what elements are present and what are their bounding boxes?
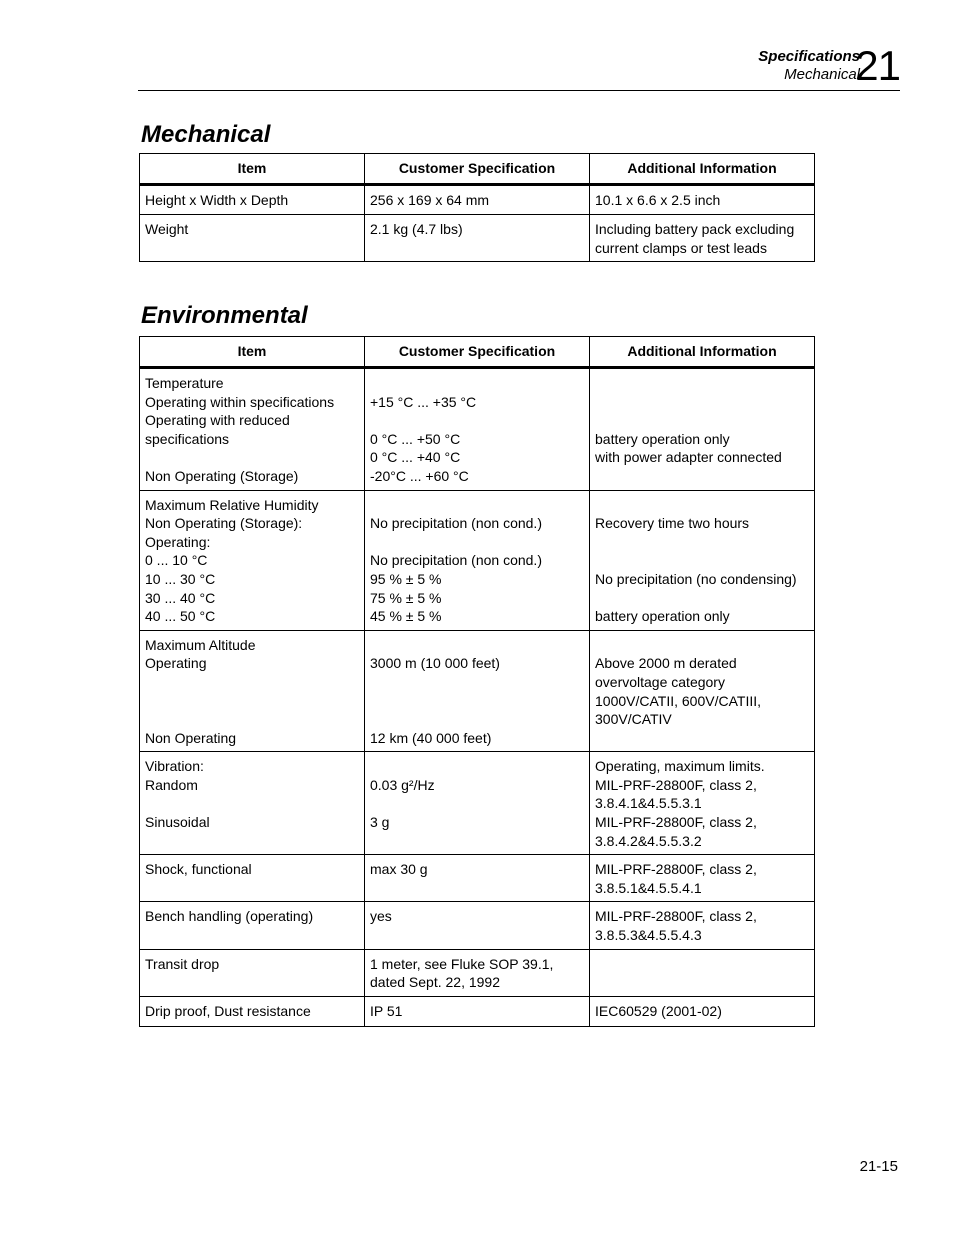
environmental-table [139,336,815,1027]
cell-additional-information: IEC60529 (2001-02) [590,996,815,1026]
cell-additional-information: Operating, maximum limits. MIL-PRF-28800F, class 2, 3.8.4.1&4.5.5.3.1 MIL-PRF-28800F, class 2, 3.8.4.2&4.5.5.3.2 [590,752,815,855]
column-header-item: Item [140,337,365,368]
cell-item: Height x Width x Depth [140,185,365,215]
cell-item: Drip proof, Dust resistance [140,996,365,1026]
column-header-item: Item [140,154,365,185]
column-header-customer-specification: Customer Specification [365,154,590,185]
cell-item: Vibration: Random Sinusoidal [140,752,365,855]
cell-item: Maximum Relative Humidity Non Operating (Storage): Operating: 0 ... 10 °C 10 ... 30 °C 30 ... 40 °C 40 ... 50 °C [140,490,365,630]
cell-customer-specification: max 30 g [365,855,590,902]
table-row [140,949,815,996]
cell-item: Temperature Operating within specifications Operating with reduced specifications Non Operating (Storage) [140,368,365,491]
cell-customer-specification: 3000 m (10 000 feet) 12 km (40 000 feet) [365,630,590,752]
cell-item: Maximum Altitude Operating Non Operating [140,630,365,752]
table-header-row [140,337,815,368]
table-row [140,630,815,752]
mechanical-heading: Mechanical [141,121,271,148]
cell-customer-specification: 2.1 kg (4.7 lbs) [365,215,590,262]
cell-item: Weight [140,215,365,262]
cell-customer-specification: 1 meter, see Fluke SOP 39.1, dated Sept. 22, 1992 [365,949,590,996]
table-row [140,490,815,630]
chapter-number: 21 [855,42,900,89]
cell-additional-information: Recovery time two hours No precipitation (no condensing) battery operation only [590,490,815,630]
cell-customer-specification: IP 51 [365,996,590,1026]
column-header-customer-specification: Customer Specification [365,337,590,368]
cell-item: Bench handling (operating) [140,902,365,949]
header-subsection: Mechanical [784,66,860,83]
cell-additional-information: MIL-PRF-28800F, class 2, 3.8.5.3&4.5.5.4.3 [590,902,815,949]
table-row [140,185,815,215]
cell-additional-information: Including battery pack excluding current clamps or test leads [590,215,815,262]
cell-customer-specification: yes [365,902,590,949]
table-row [140,368,815,491]
cell-additional-information: Above 2000 m derated overvoltage category 1000V/CATII, 600V/CATIII, 300V/CATIV [590,630,815,752]
mechanical-table [139,153,815,262]
cell-additional-information [590,949,815,996]
cell-customer-specification: 256 x 169 x 64 mm [365,185,590,215]
table-row [140,215,815,262]
cell-customer-specification: +15 °C ... +35 °C 0 °C ... +50 °C 0 °C ... +40 °C -20°C ... +60 °C [365,368,590,491]
cell-customer-specification: 0.03 g²/Hz 3 g [365,752,590,855]
column-header-additional-information: Additional Information [590,154,815,185]
page-header [138,44,900,91]
header-labels [758,48,860,84]
cell-additional-information: 10.1 x 6.6 x 2.5 inch [590,185,815,215]
cell-item: Shock, functional [140,855,365,902]
environmental-heading: Environmental [141,302,308,329]
cell-additional-information: MIL-PRF-28800F, class 2, 3.8.5.1&4.5.5.4.1 [590,855,815,902]
table-row [140,855,815,902]
table-row [140,902,815,949]
table-header-row [140,154,815,185]
table-row [140,752,815,855]
cell-item: Transit drop [140,949,365,996]
cell-customer-specification: No precipitation (non cond.) No precipitation (non cond.) 95 % ± 5 % 75 % ± 5 % 45 % ± 5 % [365,490,590,630]
page-number: 21-15 [859,1158,898,1175]
column-header-additional-information: Additional Information [590,337,815,368]
header-section: Specifications [758,48,860,65]
table-row [140,996,815,1026]
cell-additional-information: battery operation only with power adapter connected [590,368,815,491]
